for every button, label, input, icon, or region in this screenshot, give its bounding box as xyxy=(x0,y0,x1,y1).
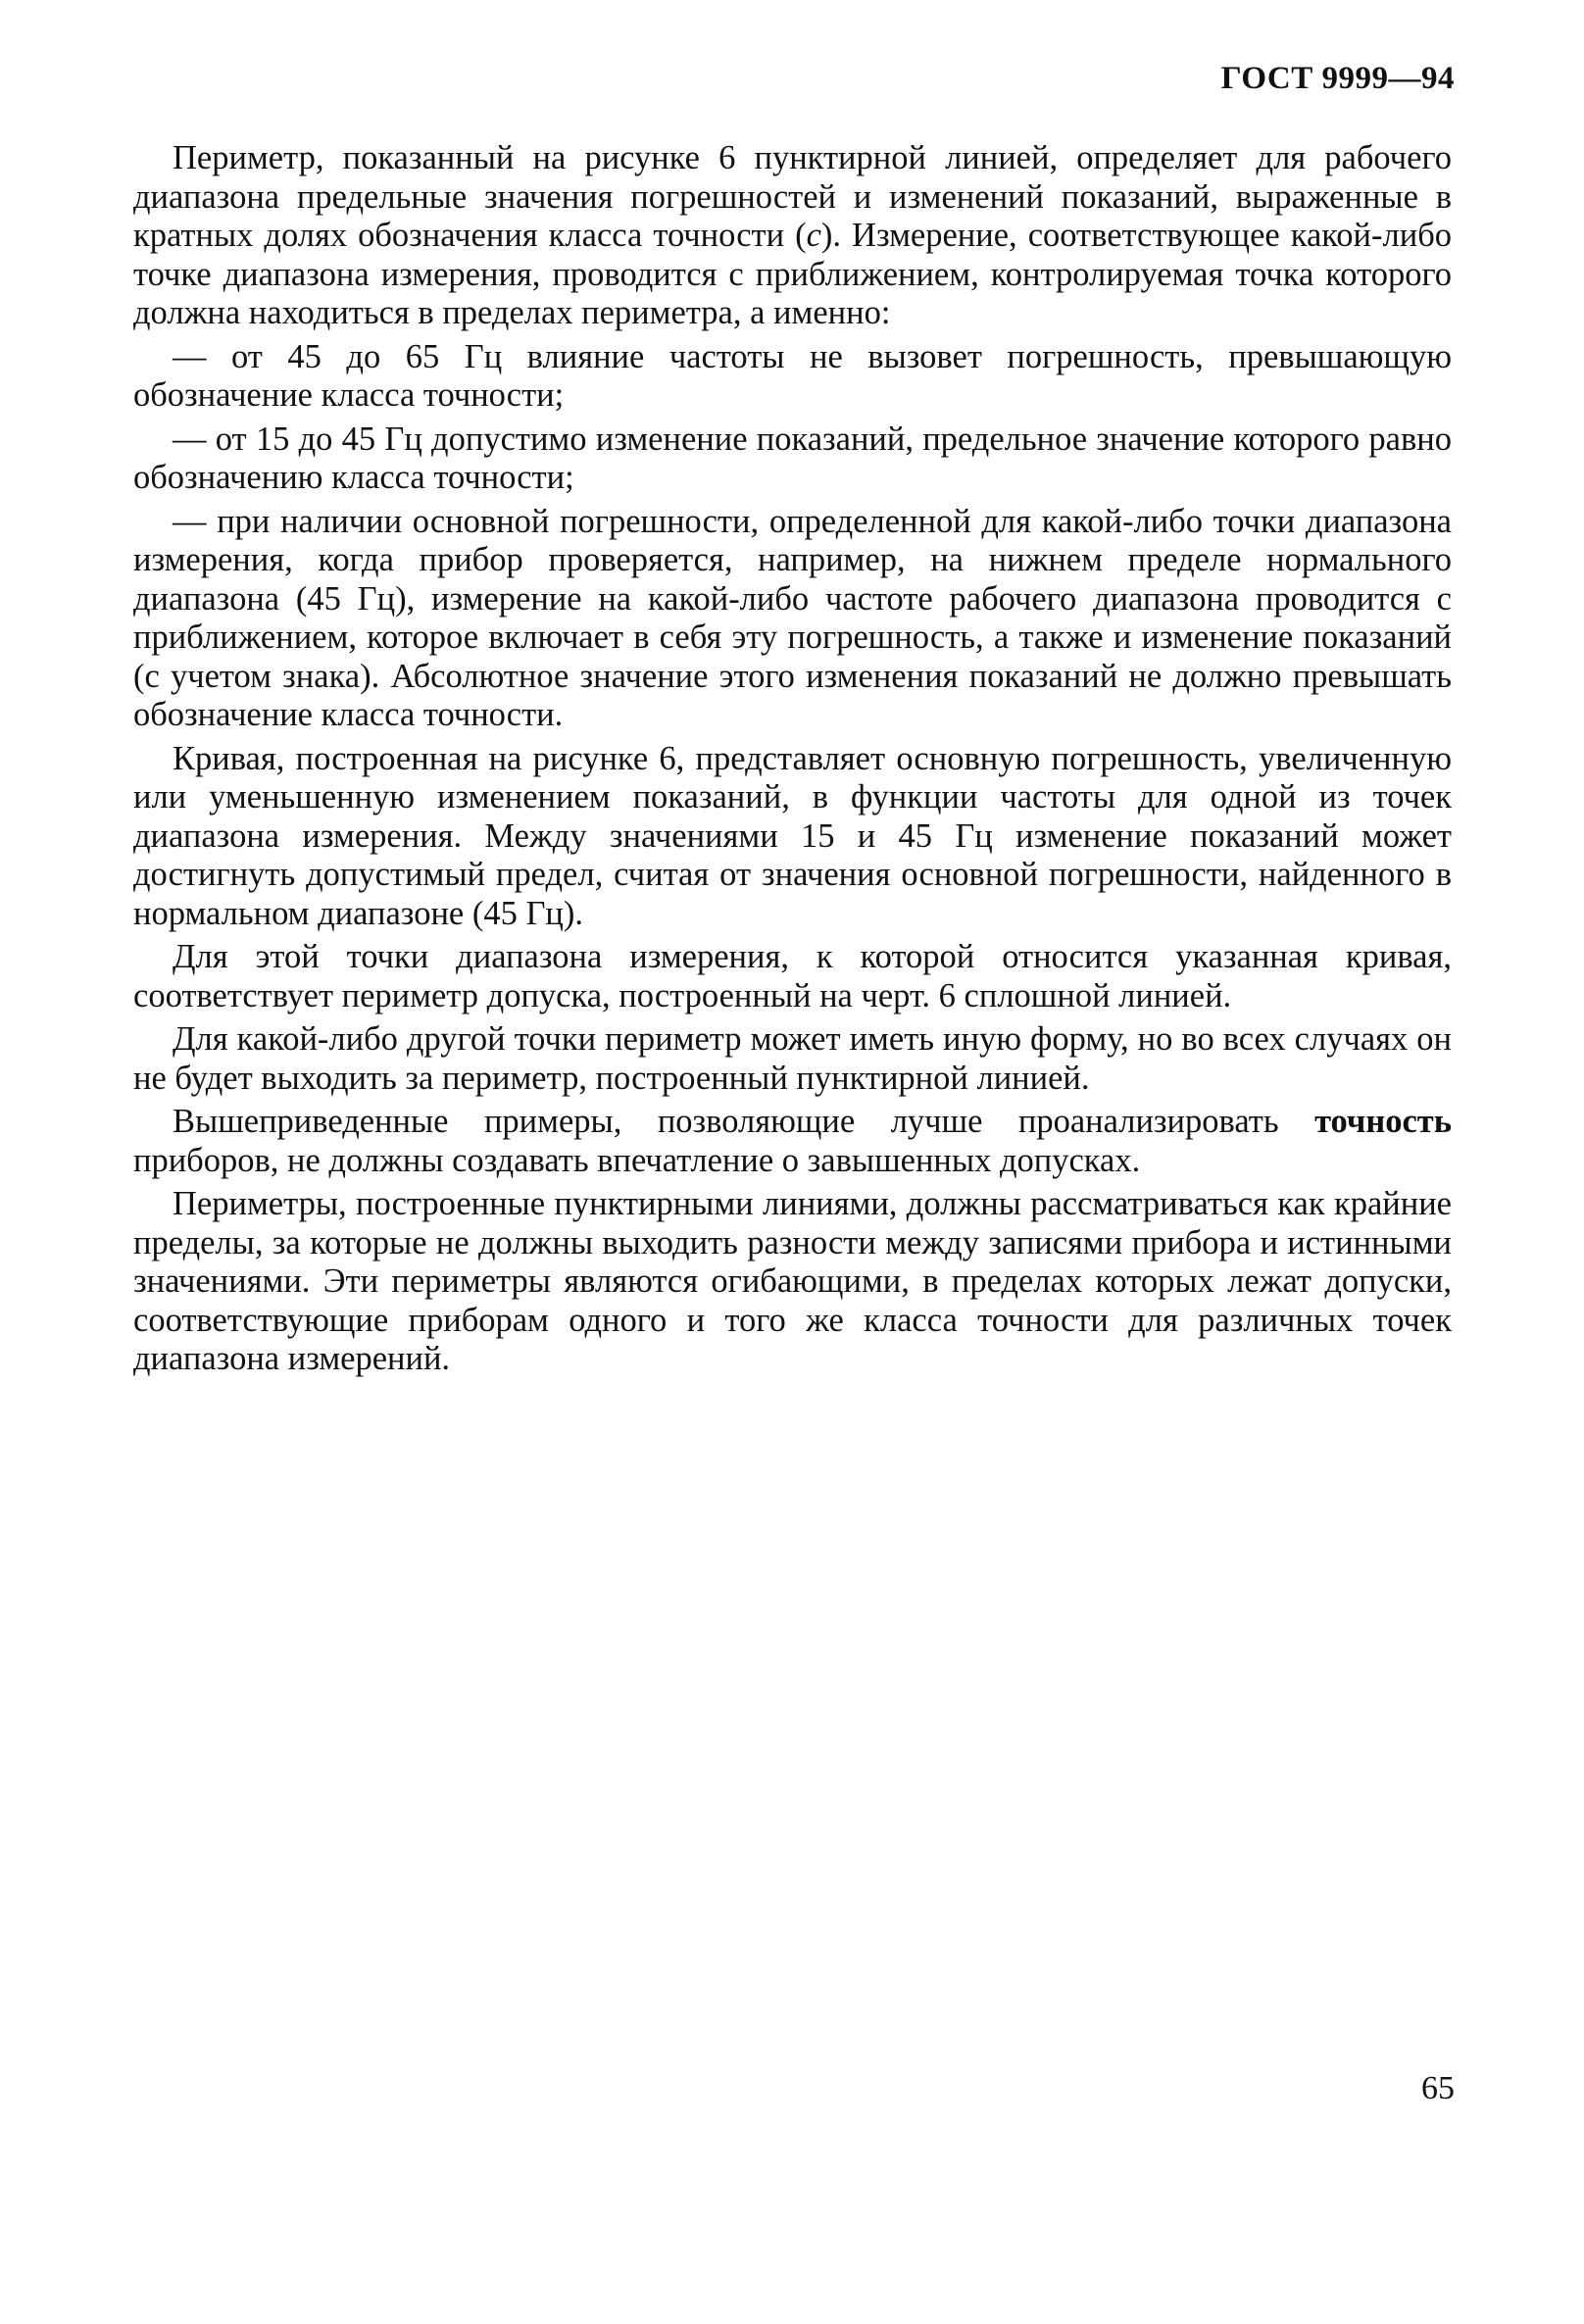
paragraph-examples xyxy=(133,1103,1452,1180)
bold-term: точность xyxy=(1314,1103,1452,1140)
document-body xyxy=(133,139,1452,1384)
class-symbol: с xyxy=(806,217,821,254)
paragraph-text: ). Измерение, соответствующее какой-либо точке диапазона измерения, проводится с приближением, контролируемая точка которого должна находиться в пределах периметра, а именно: xyxy=(133,217,1452,331)
list-item-15-45: — от 15 до 45 Гц допустимо изменение показаний, предельное значение которого равно обозначению класса точности; xyxy=(133,420,1452,496)
paragraph-other-point: Для какой-либо другой точки периметр может иметь иную форму, но во всех случаях он не будет выходить за периметр, построенный пунктирной линией. xyxy=(133,1020,1452,1097)
paragraph-text: Вышеприведенные примеры, позволяющие лучше проанализировать xyxy=(173,1103,1315,1140)
paragraph-perimeter-definition xyxy=(133,139,1452,333)
paragraph-text: Периметр, показанный на рисунке 6 пунктирной линией, определяет для рабочего диапазона предельные значения погрешностей и изменений показаний, выраженные в кратных долях обозначения класса точности ( xyxy=(133,139,1452,254)
document-code-header: ГОСТ 9999—94 xyxy=(1220,61,1455,96)
paragraph-tolerance-perimeter: Для этой точки диапазона измерения, к которой относится указанная кривая, соответствует периметр допуска, построенный на черт. 6 сплошной линией. xyxy=(133,938,1452,1014)
page-number: 65 xyxy=(1421,2070,1455,2106)
paragraph-limits: Периметры, построенные пунктирными линиями, должны рассматриваться как крайние пределы, за которые не должны выходить разности между записями прибора и истинными значениями. Эти периметры являются огибающими, в пределах которых лежат допуски, соответствующие приборам одного и того же класса точности для различных точек диапазона измерений. xyxy=(133,1185,1452,1377)
paragraph-curve: Кривая, построенная на рисунке 6, представляет основную погрешность, увеличенную или уменьшенную изменением показаний, в функции частоты для одной из точек диапазона измерения. Между значениями 15 и 45 Гц изменение показаний может достигнуть допустимый предел, считая от значения основной погрешности, найденного в нормальном диапазоне (45 Гц). xyxy=(133,739,1452,932)
list-item-basic-error: — при наличии основной погрешности, определенной для какой-либо точки диапазона измерения, когда прибор проверяется, например, на нижнем пределе нормального диапазона (45 Гц), измерение на какой-либо частоте рабочего диапазона проводится с приближением, которое включает в себя эту погрешность, а также и изменение показаний (с учетом знака). Абсолютное значение этого изменения показаний не должно превышать обозначение класса точности. xyxy=(133,502,1452,733)
list-item-45-65: — от 45 до 65 Гц влияние частоты не вызовет погрешность, превышающую обозначение класса точности; xyxy=(133,337,1452,414)
paragraph-text: приборов, не должны создавать впечатление о завышенных допусках. xyxy=(133,1141,1141,1179)
